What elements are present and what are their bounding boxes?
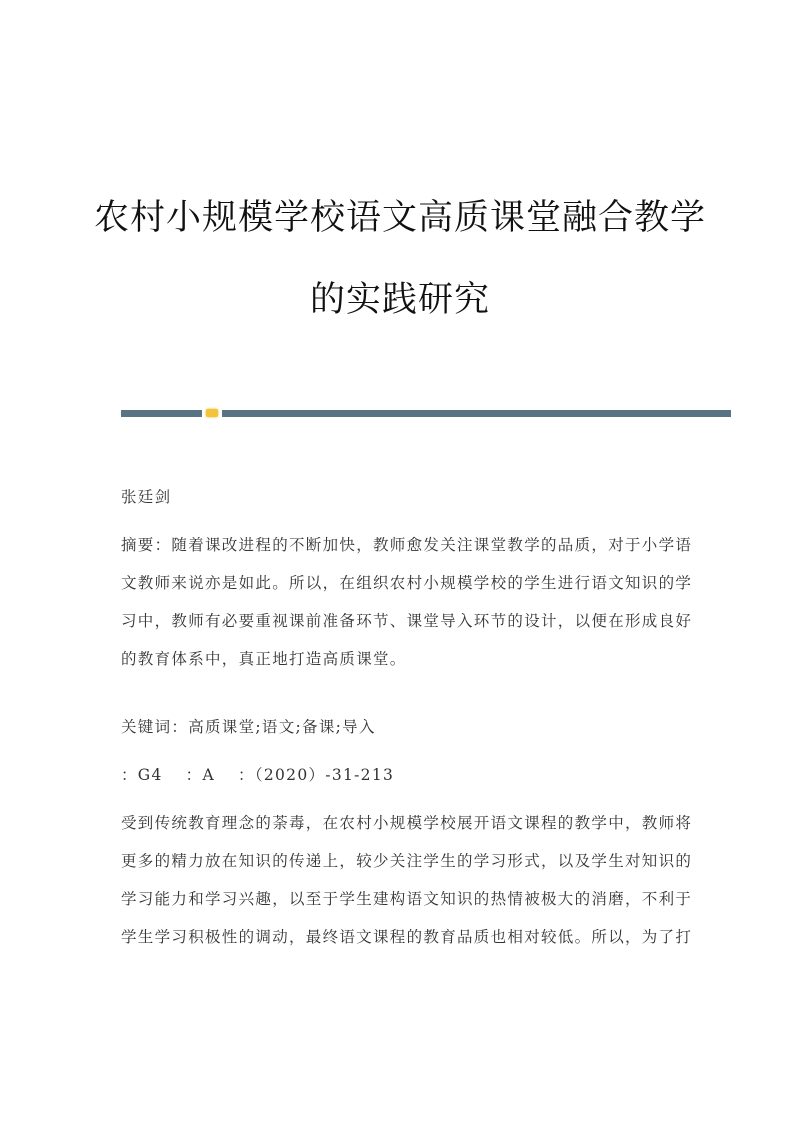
author: 张廷剑 bbox=[121, 488, 172, 506]
keywords: 关键词：高质课堂;语文;备课;导入 bbox=[121, 718, 376, 736]
divider-ornament-icon bbox=[206, 409, 218, 417]
body-line: 学习能力和学习兴趣，以至于学生建构语文知识的热情被极大的消磨，不利于 bbox=[121, 890, 693, 908]
divider-right bbox=[222, 410, 731, 417]
document-title-line-1: 农村小规模学校语文高质课堂融合教学 bbox=[93, 198, 706, 238]
divider-left bbox=[121, 410, 202, 417]
body-line: 更多的精力放在知识的传递上，较少关注学生的学习形式，以及学生对知识的 bbox=[121, 852, 693, 870]
document-title-line-2: 的实践研究 bbox=[309, 280, 490, 320]
abstract-line: 习中，教师有必要重视课前准备环节、课堂导入环节的设计，以便在形成良好 bbox=[121, 612, 693, 630]
body-line: 受到传统教育理念的荼毒，在农村小规模学校展开语文课程的教学中，教师将 bbox=[121, 814, 693, 832]
classification-codes: ：G4 ：A ：（2020）-31-213 bbox=[121, 766, 395, 784]
abstract-line: 文教师来说亦是如此。所以，在组织农村小规模学校的学生进行语文知识的学 bbox=[121, 574, 693, 592]
abstract-line: 摘要：随着课改进程的不断加快，教师愈发关注课堂教学的品质，对于小学语 bbox=[121, 536, 693, 554]
body-line: 学生学习积极性的调动，最终语文课程的教育品质也相对较低。所以，为了打 bbox=[121, 928, 693, 946]
abstract-line: 的教育体系中，真正地打造高质课堂。 bbox=[121, 650, 407, 668]
